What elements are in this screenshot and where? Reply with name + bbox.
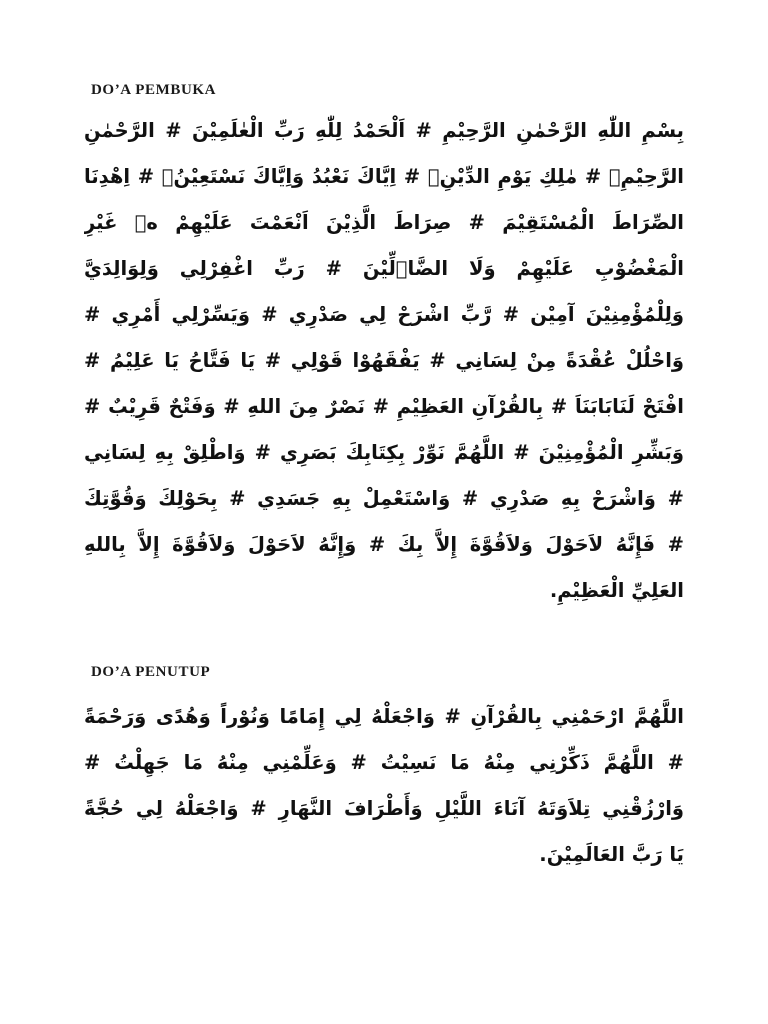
doa-pembuka-heading: DO’A PEMBUKA bbox=[91, 82, 217, 98]
doa-penutup-line: وَارْزُقْنِي تِلاَوَتَهُ آنَاءَ اللَّيْلِ وَأَطْرَافَ النَّهَارِ # وَاجْعَلْهُ لِي حُجَّةً bbox=[84, 797, 684, 820]
doa-penutup-line: # اللَّهُمَّ ذَكِّرْنِي مِنْهُ مَا نَسِيْتُ # وَعَلِّمْنِي مِنْهُ مَا جَهِلْتُ # bbox=[84, 751, 684, 774]
doa-penutup-line: اللَّهُمَّ ارْحَمْنِي بِالقُرْآنِ # وَاجْعَلْهُ لِي إِمَامًا وَنُوْراً وَهُدًى وَرَحْمَةً bbox=[84, 705, 684, 728]
doa-pembuka-line: الرَّحِيْمِۙ # مٰلِكِ يَوْمِ الدِّيْنِۗ # اِيَّاكَ نَعْبُدُ وَاِيَّاكَ نَسْتَعِيْنُۗ # اِهْدِنَا bbox=[84, 165, 684, 188]
doa-pembuka-line: # وَاشْرَحْ بِهِ صَدْرِي # وَاسْتَعْمِلْ بِهِ جَسَدِي # بِحَوْلِكَ وَقُوَّتِكَ bbox=[84, 487, 684, 510]
doa-pembuka-line: وَبَشِّرِ الْمُؤْمِنِيْنَ # اللَّهُمَّ نَوِّرْ بِكِتَابِكَ بَصَرِي # وَاطْلِقْ بِهِ لِسَانِي bbox=[84, 441, 684, 464]
doa-penutup-line: يَا رَبَّ العَالَمِيْنَ. bbox=[539, 843, 684, 866]
doa-pembuka-text bbox=[84, 108, 684, 614]
doa-pembuka-line: افْتَحْ لَنَابَابَنَاَ # بِالقُرْآنِ العَظِيْمِ # نَصْرٌ مِنَ اللهِ # وَفَتْحٌ قَرِيْبٌ # bbox=[84, 395, 684, 418]
doa-penutup-text bbox=[84, 694, 684, 878]
doa-pembuka-line: العَلِيِّ الْعَظِيْمِ. bbox=[549, 579, 684, 602]
doa-pembuka-line: الصِّرَاطَ الْمُسْتَقِيْمَ # صِرَاطَ الَّذِيْنَ اَنْعَمْتَ عَلَيْهِمْ ەۙ غَيْرِ bbox=[84, 211, 684, 234]
doa-penutup-heading: DO’A PENUTUP bbox=[91, 664, 211, 680]
doa-pembuka-line: وَلِلْمُؤْمِنِيْنَ آمِيْن # رَّبِّ اشْرَحْ لِي صَدْرِي # وَيَسِّرْلِي أَمْرِي # bbox=[84, 303, 684, 326]
doa-pembuka-line: # فَإِنَّهُ لاَحَوْلَ وَلاَقُوَّةَ إِلاَّ بِكَ # وَإِنَّهُ لاَحَوْلَ وَلاَقُوَّةَ إِلاَّ بِاللهِ bbox=[84, 533, 684, 556]
doa-pembuka-line: بِسْمِ اللّٰهِ الرَّحْمٰنِ الرَّحِيْمِ # اَلْحَمْدُ لِلّٰهِ رَبِّ الْعٰلَمِيْنَ # الرَّحْمٰنِ bbox=[84, 119, 684, 142]
doa-pembuka-line: وَاحْلُلْ عُقْدَةً مِنْ لِسَانِي # يَفْقَهُوْا قَوْلِي # يَا فَتَّاحُ يَا عَلِيْمُ # bbox=[84, 349, 684, 372]
doa-pembuka-line: الْمَغْضُوْبِ عَلَيْهِمْ وَلَا الضَّاۤلِّيْنَ # رَبِّ اغْفِرْلِي وَلِوَالِدَيَّ bbox=[84, 257, 684, 280]
